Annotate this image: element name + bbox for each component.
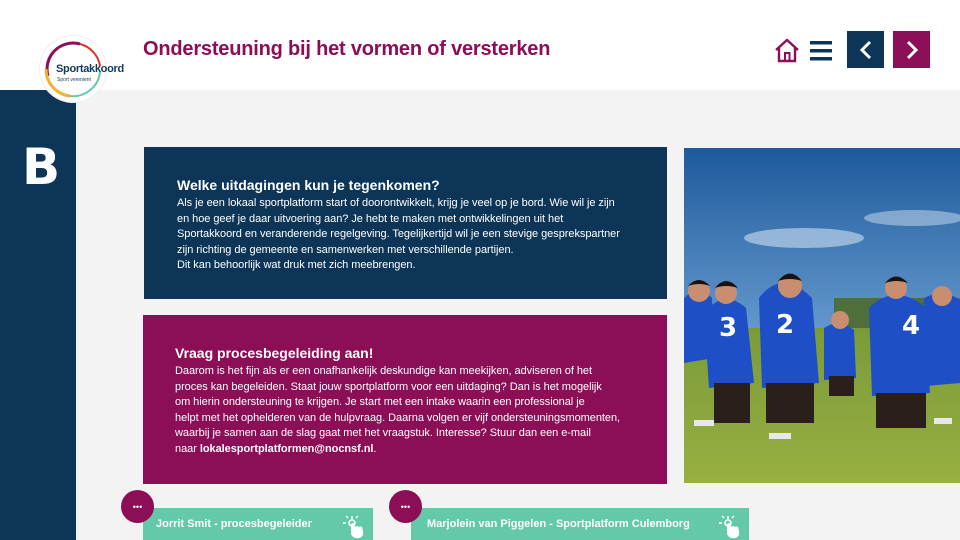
hamburger-icon bbox=[809, 39, 833, 63]
more-dots-icon: ••• bbox=[400, 501, 411, 512]
text-line: helpt met het ophelderen van de hulpvraag. Daarna volgen er vijf ondersteuningsmomenten, bbox=[175, 411, 621, 424]
contact-name: Marjolein van Piggelen - Sportplatform Culemborg bbox=[427, 518, 690, 530]
email-link[interactable]: lokalesportplatformen@nocnsf.nl bbox=[199, 442, 374, 455]
chevron-right-icon bbox=[904, 40, 920, 60]
contact-chat-bubble[interactable] bbox=[389, 490, 422, 523]
text-line: en hoe geef je daar uitvoering aan? Je hebt te maken met ontwikkelingen uit het bbox=[177, 212, 564, 225]
support-text bbox=[175, 364, 661, 458]
jersey-number: 3 bbox=[719, 313, 738, 343]
text-line: zijn richting de gemeente en samenwerken met verschillende partijen. bbox=[177, 243, 514, 256]
challenges-panel bbox=[144, 147, 667, 299]
contact-chat-bubble[interactable] bbox=[121, 490, 154, 523]
challenges-text bbox=[177, 196, 657, 274]
text-line: waarbij je samen aan de slag gaat met het vraagstuk. Interesse? Stuur dan een e-mail bbox=[175, 427, 591, 440]
text-line: naar bbox=[175, 442, 200, 455]
team-photo bbox=[684, 148, 960, 483]
tap-hand-icon bbox=[717, 514, 743, 540]
support-heading: Vraag procesbegeleiding aan! bbox=[175, 345, 374, 361]
text-line: Als je een lokaal sportplatform start of doorontwikkelt, krijg je veel op je bord. Wie wil je zijn bbox=[177, 197, 615, 209]
page-title: Ondersteuning bij het vormen of versterken bbox=[143, 38, 551, 60]
football-team-photo-image bbox=[684, 148, 960, 483]
chevron-left-icon bbox=[858, 40, 874, 60]
text-line: Dit kan behoorlijk wat druk met zich meebrengen. bbox=[177, 259, 416, 272]
jersey-number: 2 bbox=[776, 310, 795, 340]
previous-page-button[interactable] bbox=[847, 31, 884, 68]
home-icon bbox=[774, 37, 800, 63]
section-letter: B bbox=[22, 138, 61, 196]
text-line: proces kan begeleiden. Staat jouw sportplatform voor een uitdaging? Dan is het mogelijk bbox=[175, 380, 602, 393]
tap-hand-icon bbox=[341, 514, 367, 540]
contact-name: Jorrit Smit - procesbegeleider bbox=[156, 518, 312, 530]
logo-name: Sportakkoord bbox=[56, 63, 124, 75]
contact-card-jorrit-smit[interactable] bbox=[143, 508, 373, 540]
challenges-heading: Welke uitdagingen kun je tegenkomen? bbox=[177, 177, 440, 193]
menu-button[interactable] bbox=[809, 39, 833, 63]
next-page-button[interactable] bbox=[893, 31, 930, 68]
jersey-number: 4 bbox=[902, 311, 921, 341]
text-line: Daarom is het fijn als er een onafhankelijk deskundige kan meekijken, adviseren of het bbox=[175, 365, 592, 377]
text-line: om hierin ondersteuning te krijgen. Je start met een intake waarin een professional je bbox=[175, 396, 585, 409]
text-line: Sportakkoord en veranderende regelgeving. Tegelijkertijd wil je een stevige gesprekspartner bbox=[177, 228, 620, 241]
logo-subtitle: Sport verenient bbox=[57, 77, 91, 83]
more-dots-icon: ••• bbox=[132, 501, 143, 512]
contact-card-marjolein-van-piggelen[interactable] bbox=[411, 508, 749, 540]
text-line: . bbox=[373, 442, 377, 455]
home-button[interactable] bbox=[774, 37, 800, 63]
sportakkoord-logo[interactable] bbox=[40, 36, 124, 102]
support-panel bbox=[143, 315, 667, 484]
